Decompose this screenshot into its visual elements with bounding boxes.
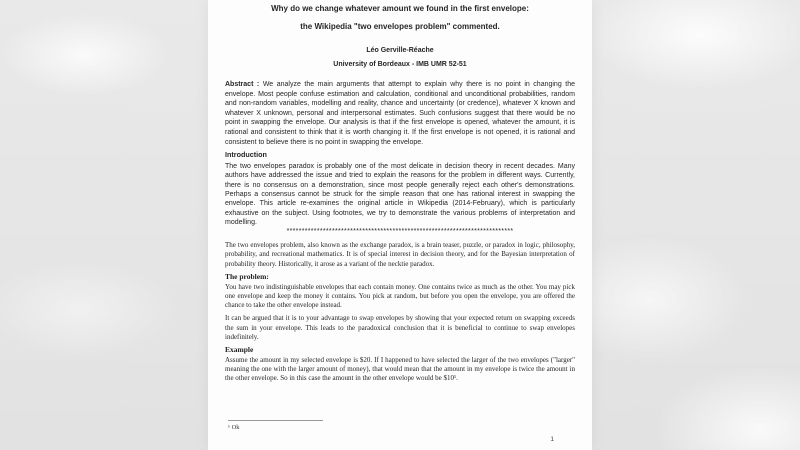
abstract-paragraph xyxy=(225,80,575,147)
example-paragraph: Assume the amount in my selected envelope is $20. If I happened to have selected the larger of the two envelopes ("larger" meaning the one with the larger amount of money), that would mean that the amount in my envelope is twice the amount in the other envelope. So in this case the amount in the other envelope would be $10¹. xyxy=(225,356,575,383)
asterisk-divider: *************************************************************************** xyxy=(286,228,514,236)
paper-title-line-1: Why do we change whatever amount we found in the first envelope: xyxy=(271,4,529,13)
introduction-heading: Introduction xyxy=(225,150,267,160)
introduction-paragraph: The two envelopes paradox is probably one of the most delicate in decision theory in recent decades. Many authors have addressed the issue and tried to explain the reasons for the problem in different ways. Currently, there is no consensus on a demonstration, since most people generally reject each other's demonstrations. Perhaps a consensus cannot be struck for the simple reason that one has rational interest in swapping the envelope. This article re-examines the original article in Wikipedia (2014-February), which is particularly exhaustive on the subject. Using footnotes, we try to demonstrate the various problems of interpretation and modelling. xyxy=(225,163,575,226)
problem-paragraph-1: You have two indistinguishable envelopes that each contain money. One contains twice as much as the other. You may pick one envelope and keep the money it contains. You pick at random, but before you open the envelope, you are offered the chance to take the other envelope instead. xyxy=(225,282,575,310)
problem-heading: The problem: xyxy=(225,271,269,281)
footnote-text: ¹ Ok xyxy=(228,424,240,431)
abstract-label: Abstract : xyxy=(225,81,260,88)
problem-paragraph-2: It can be argued that it is to your advantage to swap envelopes by showing that your expected return on swapping exceeds the sum in your envelope. This leads to the paradoxical conclusion that it is beneficial to continue to swap envelopes indefinitely. xyxy=(225,314,575,341)
author-affiliation: University of Bordeaux - IMB UMR 52-51 xyxy=(333,61,467,68)
wiki-intro-paragraph: The two envelopes problem, also known as the exchange paradox, is a brain teaser, puzzle, or paradox in logic, philosophy, probability, and recreational mathematics. It is of special interest in decision theory, and for the Bayesian interpretation of probability theory. Historically, it arose as a variant of the necktie paradox. xyxy=(225,241,575,268)
paper-title-line-2: the Wikipedia "two envelopes problem" commented. xyxy=(300,22,500,31)
footnote-divider-rule xyxy=(228,420,323,421)
author-block xyxy=(225,44,575,72)
abstract-text: We analyze the main arguments that attempt to explain why there is no point in changing the envelope. Most people confuse estimation and calculation, conditional and unconditional probabilities, random and non-random variables, modelling and reality, chance and uncertainty (or credence), whatever X known and whatever X unknown, personal and interpersonal estimates. Such confusions suggest that there would be no point in swapping the envelope. Our analysis is that if the first envelope is opened, whatever the amount, it is rational and consistent to think that it is worth changing it. If the first envelope is not opened, it is rational and consistent to believe there is no point in swapping the envelope. xyxy=(225,81,575,146)
example-heading: Example xyxy=(225,345,254,355)
page-number: 1 xyxy=(550,436,554,443)
author-name: Léo Gerville-Réache xyxy=(366,47,434,54)
paper-page xyxy=(208,0,592,450)
